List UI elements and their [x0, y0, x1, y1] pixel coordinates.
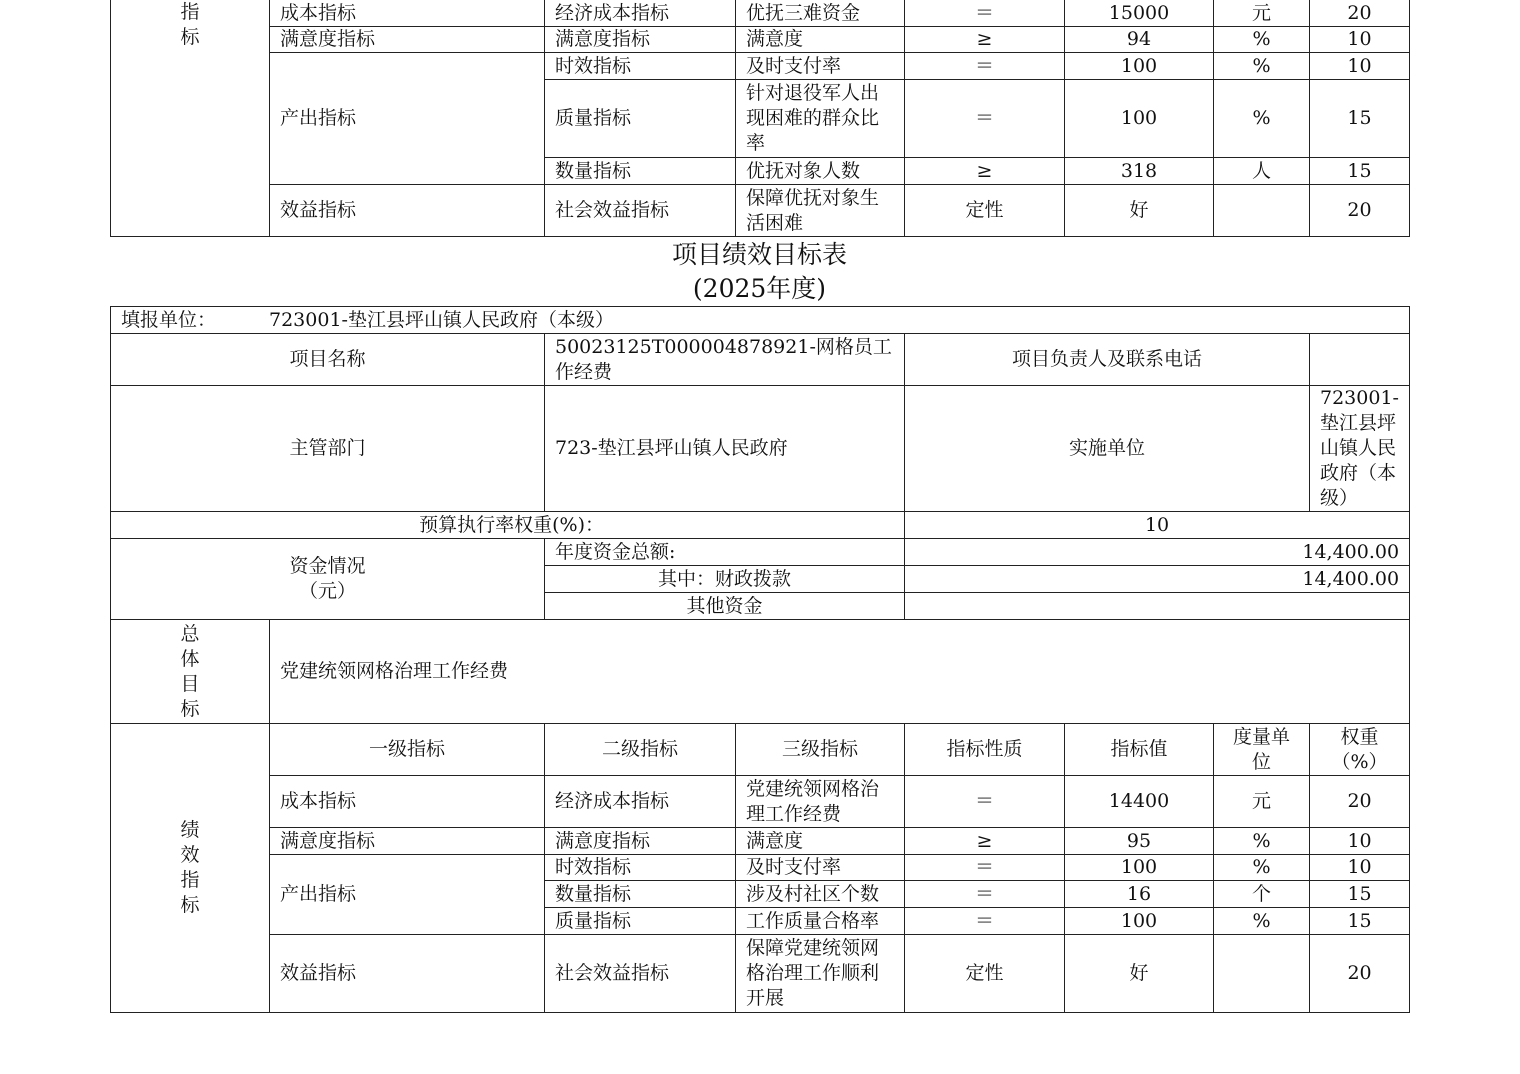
page-title: 项目绩效目标表 — [671, 240, 847, 269]
performance-indicator-label: 绩 效 指 标 — [111, 724, 270, 1013]
performance-target-table — [110, 306, 1410, 1013]
project-leader-value — [1310, 334, 1410, 386]
level3-cell: 满意度 — [736, 27, 905, 53]
level2-cell: 经济成本指标 — [545, 0, 736, 27]
level2-cell: 数量指标 — [545, 881, 736, 908]
unit-cell: 元 — [1214, 0, 1310, 27]
value-cell: 95 — [1065, 828, 1214, 855]
level2-cell: 质量指标 — [545, 908, 736, 935]
level2-cell: 满意度指标 — [545, 828, 736, 855]
weight-cell: 10 — [1310, 53, 1410, 80]
funds-label: 资金情况 （元） — [111, 539, 545, 620]
nature-cell: ≥ — [905, 27, 1065, 53]
project-name-value: 50023125T000004878921-网格员工作经费 — [545, 334, 905, 386]
level3-cell: 优抚三难资金 — [736, 0, 905, 27]
nature-cell: ≥ — [905, 158, 1065, 185]
unit-cell: % — [1214, 27, 1310, 53]
weight-cell: 15 — [1310, 80, 1410, 158]
level1-cell: 效益指标 — [270, 185, 545, 237]
level3-cell: 党建统领网格治理工作经费 — [736, 776, 905, 828]
unit-cell: % — [1214, 828, 1310, 855]
level3-cell: 涉及村社区个数 — [736, 881, 905, 908]
nature-cell: ＝ — [905, 855, 1065, 881]
budget-weight-value: 10 — [905, 512, 1410, 539]
level3-cell: 优抚对象人数 — [736, 158, 905, 185]
annual-total-value: 14,400.00 — [905, 539, 1410, 566]
level2-cell: 社会效益指标 — [545, 935, 736, 1013]
level3-cell: 保障党建统领网格治理工作顺利开展 — [736, 935, 905, 1013]
unit-cell: % — [1214, 908, 1310, 935]
budget-weight-label: 预算执行率权重(%)： — [111, 512, 905, 539]
unit-cell: % — [1214, 80, 1310, 158]
nature-cell: ＝ — [905, 776, 1065, 828]
impl-unit-value: 723001-垫江县坪山镇人民政府（本级） — [1310, 386, 1410, 512]
nature-cell: ＝ — [905, 908, 1065, 935]
level3-cell: 工作质量合格率 — [736, 908, 905, 935]
level2-cell: 满意度指标 — [545, 27, 736, 53]
level1-cell: 产出指标 — [270, 53, 545, 185]
overall-goal-value: 党建统领网格治理工作经费 — [270, 620, 1410, 724]
level3-cell: 保障优抚对象生活困难 — [736, 185, 905, 237]
nature-cell: ≥ — [905, 828, 1065, 855]
level3-cell: 及时支付率 — [736, 53, 905, 80]
fiscal-value: 14,400.00 — [905, 566, 1410, 593]
header-level1: 一级指标 — [270, 724, 545, 776]
project-leader-label: 项目负责人及联系电话 — [905, 334, 1310, 386]
level2-cell: 质量指标 — [545, 80, 736, 158]
level2-cell: 数量指标 — [545, 158, 736, 185]
level1-cell: 效益指标 — [270, 935, 545, 1013]
dept-label: 主管部门 — [111, 386, 545, 512]
value-cell: 94 — [1065, 27, 1214, 53]
level2-cell: 经济成本指标 — [545, 776, 736, 828]
value-cell: 100 — [1065, 80, 1214, 158]
level1-cell: 成本指标 — [270, 0, 545, 27]
nature-cell: ＝ — [905, 80, 1065, 158]
header-level2: 二级指标 — [545, 724, 736, 776]
level2-cell: 时效指标 — [545, 53, 736, 80]
filing-unit-row — [111, 307, 1410, 334]
level1-cell: 产出指标 — [270, 855, 545, 935]
weight-cell: 15 — [1310, 158, 1410, 185]
impl-unit-label: 实施单位 — [905, 386, 1310, 512]
weight-cell: 20 — [1310, 185, 1410, 237]
dept-value: 723-垫江县坪山镇人民政府 — [545, 386, 905, 512]
weight-cell: 20 — [1310, 935, 1410, 1013]
header-nature: 指标性质 — [905, 724, 1065, 776]
nature-cell: ＝ — [905, 0, 1065, 27]
unit-cell: 元 — [1214, 776, 1310, 828]
nature-cell: ＝ — [905, 53, 1065, 80]
weight-cell: 15 — [1310, 881, 1410, 908]
header-value: 指标值 — [1065, 724, 1214, 776]
previous-indicator-table — [110, 0, 1410, 237]
page-subtitle: (2025年度) — [692, 274, 827, 303]
header-level3: 三级指标 — [736, 724, 905, 776]
header-weight: 权重（%） — [1310, 724, 1410, 776]
level3-cell: 及时支付率 — [736, 855, 905, 881]
other-funds-value — [905, 593, 1410, 620]
level1-cell: 满意度指标 — [270, 828, 545, 855]
unit-cell: % — [1214, 53, 1310, 80]
filing-unit-label: 填报单位： — [121, 308, 217, 331]
unit-cell — [1214, 185, 1310, 237]
weight-cell: 20 — [1310, 776, 1410, 828]
annual-total-label: 年度资金总额: — [545, 539, 905, 566]
filing-unit-value: 723001-垫江县坪山镇人民政府（本级） — [269, 308, 614, 331]
header-unit: 度量单位 — [1214, 724, 1310, 776]
level1-cell: 满意度指标 — [270, 27, 545, 53]
value-cell: 100 — [1065, 855, 1214, 881]
nature-cell: ＝ — [905, 881, 1065, 908]
indicator-side-label: 指 标 — [111, 0, 270, 237]
weight-cell: 10 — [1310, 855, 1410, 881]
value-cell: 318 — [1065, 158, 1214, 185]
unit-cell: 个 — [1214, 881, 1310, 908]
weight-cell: 20 — [1310, 0, 1410, 27]
nature-cell: 定性 — [905, 185, 1065, 237]
level3-cell: 针对退役军人出现困难的群众比率 — [736, 80, 905, 158]
value-cell: 15000 — [1065, 0, 1214, 27]
unit-cell: % — [1214, 855, 1310, 881]
fiscal-label: 其中：财政拨款 — [545, 566, 905, 593]
value-cell: 好 — [1065, 935, 1214, 1013]
level1-cell: 成本指标 — [270, 776, 545, 828]
overall-goal-label: 总 体 目 标 — [111, 620, 270, 724]
value-cell: 14400 — [1065, 776, 1214, 828]
weight-cell: 10 — [1310, 828, 1410, 855]
value-cell: 好 — [1065, 185, 1214, 237]
level2-cell: 时效指标 — [545, 855, 736, 881]
weight-cell: 10 — [1310, 27, 1410, 53]
nature-cell: 定性 — [905, 935, 1065, 1013]
other-funds-label: 其他资金 — [545, 593, 905, 620]
unit-cell: 人 — [1214, 158, 1310, 185]
weight-cell: 15 — [1310, 908, 1410, 935]
value-cell: 16 — [1065, 881, 1214, 908]
unit-cell — [1214, 935, 1310, 1013]
value-cell: 100 — [1065, 53, 1214, 80]
level3-cell: 满意度 — [736, 828, 905, 855]
level2-cell: 社会效益指标 — [545, 185, 736, 237]
value-cell: 100 — [1065, 908, 1214, 935]
project-name-label: 项目名称 — [111, 334, 545, 386]
